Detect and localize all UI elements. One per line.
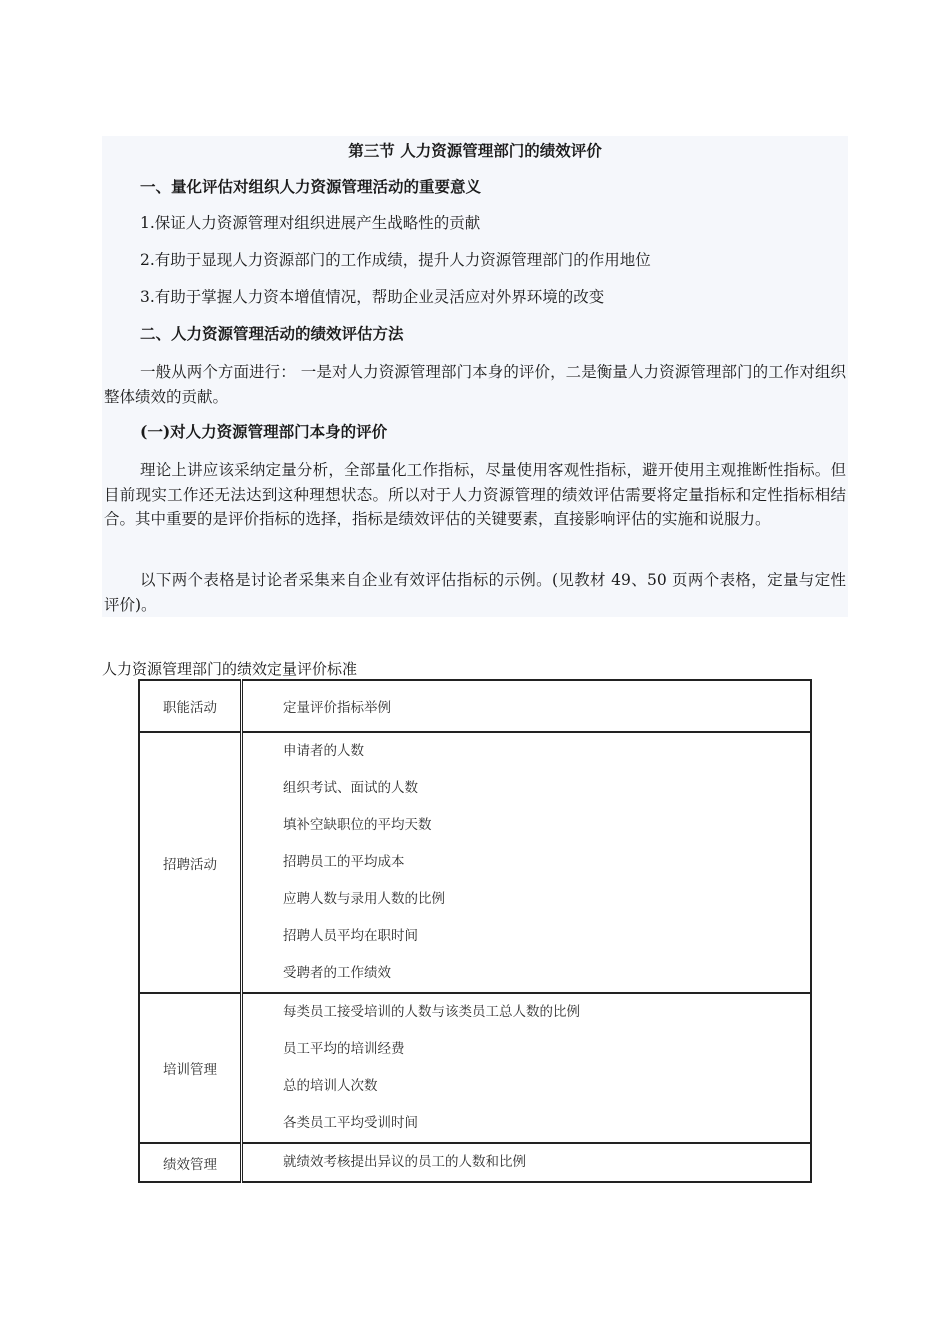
table-caption: 人力资源管理部门的绩效定量评价标准 — [102, 660, 358, 678]
indicator-item: 受聘者的工作绩效 — [283, 965, 391, 981]
indicator-item: 招聘人员平均在职时间 — [283, 928, 418, 944]
table-row-performance — [139, 1143, 811, 1182]
table-row-recruitment — [139, 732, 811, 993]
section-title: 第三节 人力资源管理部门的绩效评价 — [348, 141, 602, 160]
heading-methods: 二、人力资源管理活动的绩效评估方法 — [140, 324, 404, 343]
indicators-performance — [242, 1143, 812, 1182]
indicator-item: 招聘员工的平均成本 — [283, 854, 405, 870]
article-section — [102, 136, 848, 617]
paragraph-examples: 以下两个表格是讨论者采集来自企业有效评估指标的示例。(见教材 49、50 页两个表格，定量与定性评价)。 — [104, 571, 846, 614]
indicator-item: 员工平均的培训经费 — [283, 1041, 405, 1057]
paragraph-theory: 理论上讲应该采纳定量分析，全部量化工作指标，尽量使用客观性指标，避开使用主观推断性指标。但目前现实工作还无法达到这种理想状态。所以对于人力资源管理的绩效评估需要将定量指标和定性指标相结合。其中重要的是评价指标的选择，指标是绩效评估的关键要素，直接影响评估的实施和说服力。 — [104, 461, 846, 528]
function-training: 培训管理 — [139, 993, 242, 1143]
indicator-item: 就绩效考核提出异议的员工的人数和比例 — [283, 1154, 526, 1170]
paragraph-two-aspects: 一般从两个方面进行： 一是对人力资源管理部门本身的评价，二是衡量人力资源管理部门的工作对组织整体绩效的贡献。 — [104, 363, 846, 406]
indicator-item: 申请者的人数 — [283, 743, 364, 759]
indicator-item: 组织考试、面试的人数 — [283, 780, 418, 796]
header-function: 职能活动 — [139, 680, 242, 732]
indicator-item: 各类员工平均受训时间 — [283, 1115, 418, 1131]
indicators-training — [242, 993, 812, 1143]
indicator-item: 总的培训人次数 — [283, 1078, 378, 1094]
point-2: 2.有助于显现人力资源部门的工作成绩，提升人力资源管理部门的作用地位 — [140, 251, 651, 269]
point-3: 3.有助于掌握人力资本增值情况，帮助企业灵活应对外界环境的改变 — [140, 288, 605, 306]
indicator-item: 应聘人数与录用人数的比例 — [283, 891, 445, 907]
indicator-item: 每类员工接受培训的人数与该类员工总人数的比例 — [283, 1004, 580, 1020]
quantitative-standards-table — [138, 679, 812, 1183]
table-row-training — [139, 993, 811, 1143]
heading-importance: 一、量化评估对组织人力资源管理活动的重要意义 — [140, 177, 482, 196]
indicator-item: 填补空缺职位的平均天数 — [283, 817, 432, 833]
heading-self-evaluation: (一)对人力资源管理部门本身的评价 — [140, 422, 388, 441]
table-header-row — [139, 680, 811, 732]
header-indicators: 定量评价指标举例 — [242, 680, 812, 732]
point-1: 1.保证人力资源管理对组织进展产生战略性的贡献 — [140, 214, 481, 232]
function-recruitment: 招聘活动 — [139, 732, 242, 993]
function-performance: 绩效管理 — [139, 1143, 242, 1182]
indicators-recruitment — [242, 732, 812, 993]
